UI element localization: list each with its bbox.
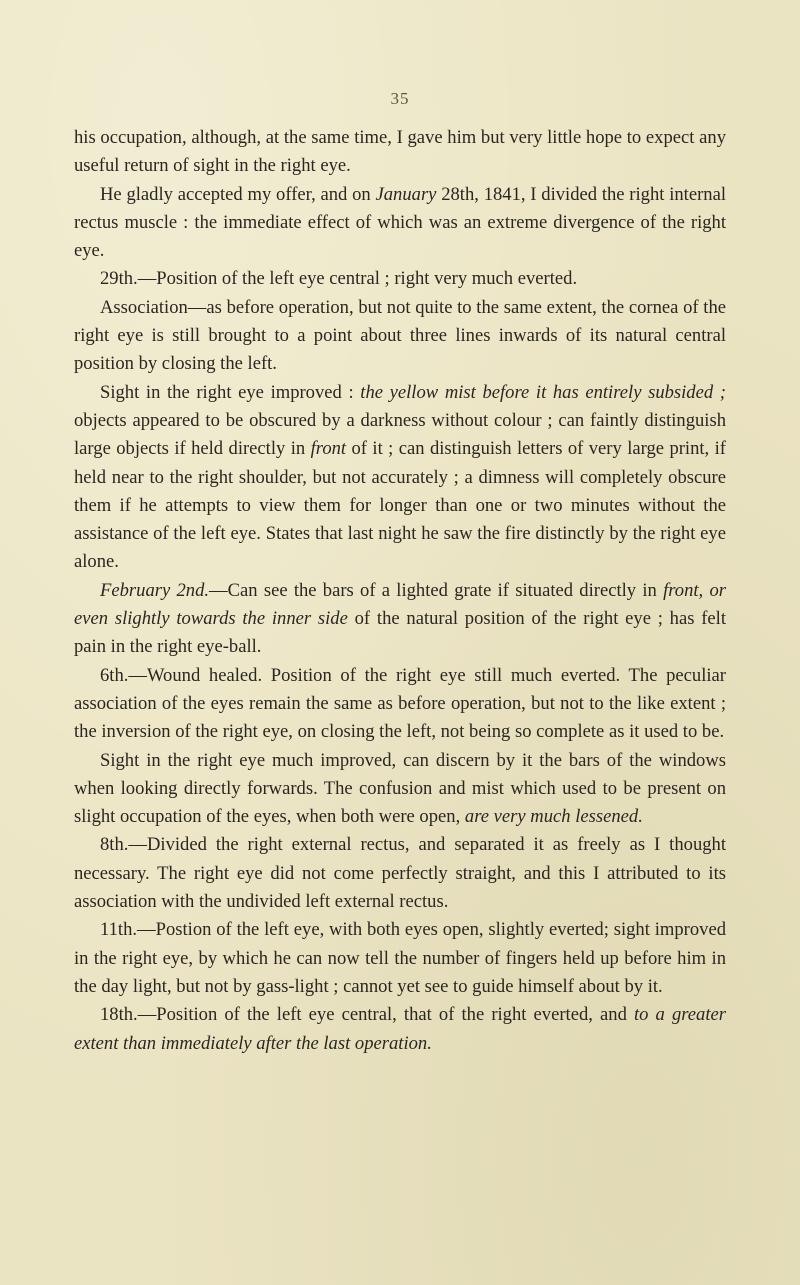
- page-number: 35: [390, 89, 410, 108]
- italic-text-run: February 2nd.: [100, 579, 210, 601]
- italic-text-run: are very much lessened.: [464, 806, 643, 828]
- paragraph: [74, 747, 726, 832]
- italic-text-run: to a greater extent than immediately after the last operation.: [74, 1004, 726, 1054]
- italic-text-run: front, or even slightly towards the inner side: [74, 579, 726, 630]
- text-run: 18th.—Position of the left eye central, that of the right everted, and: [100, 1004, 634, 1026]
- text-run: 29th.—Position of the left eye central ; right very much everted.: [100, 268, 578, 290]
- text-run: —Can see the bars of a lighted grate if situated directly in: [209, 579, 664, 601]
- italic-text-run: front: [310, 438, 347, 460]
- body-text: [74, 124, 726, 1058]
- text-run: He gladly accepted my offer, and on: [100, 183, 376, 205]
- paragraph: [74, 265, 726, 293]
- text-run: 28th, 1841, I divided the right internal rectus muscle : the immediate effect of which was an extreme divergence of the right eye.: [74, 183, 726, 262]
- text-run: 6th.—Wound healed. Position of the right eye still much everted. The peculiar association of the eyes remain the same as before operation, but not to the like extent ; the inversion of the right eye, on closing the left, not being so complete as it used to be.: [74, 664, 726, 743]
- text-run: 11th.—Postion of the left eye, with both eyes open, slightly everted; sight improved in the right eye, by which he can now tell the number of fingers held up before him in the day light, but not by gass-light ; cannot yet see to guide himself about by it.: [74, 919, 726, 997]
- text-run: Association—as before operation, but not quite to the same extent, the cornea of the right eye is still brought to a point about three lines inwards of its natural central position by closing the left.: [74, 296, 726, 375]
- paragraph: [74, 294, 726, 379]
- paragraph: [74, 662, 726, 747]
- text-run: objects appeared to be obscured by a darkness without colour ; can faintly distinguish large objects if held directly in: [74, 409, 726, 460]
- text-run: Sight in the right eye much improved, can discern by it the bars of the windows when looking directly forwards. The confusion and mist which used to be present on slight occupation of the eyes, when both were open,: [74, 749, 726, 828]
- paragraph: [74, 577, 726, 662]
- paragraph: [74, 916, 726, 1001]
- italic-text-run: January: [375, 183, 437, 205]
- paragraph: [74, 379, 726, 577]
- paragraph: [74, 1001, 726, 1058]
- paragraph: [74, 181, 726, 266]
- text-run: his occupation, although, at the same time, I gave him but very little hope to expect any useful return of sight in the right eye.: [74, 127, 726, 177]
- text-run: 8th.—Divided the right external rectus, and separated it as freely as I thought necessary. The right eye did not come perfectly straight, and this I attributed to its association with the undivided left external rectus.: [74, 834, 726, 913]
- text-run: Sight in the right eye improved :: [100, 381, 361, 403]
- italic-text-run: the yellow mist before it has entirely subsided ;: [360, 381, 726, 403]
- text-run: of it ; can distinguish letters of very large print, if held near to the right shoulder, but not accurately ; a dimness will completely obscure them if he attempts to view them for longer than one or two minutes without the assistance of the left eye. States that last night he saw the fire distinctly by the right eye alone.: [74, 438, 726, 573]
- paragraph: [74, 831, 726, 916]
- text-run: of the natural position of the right eye ; has felt pain in the right eye-ball.: [74, 608, 727, 658]
- paragraph: [74, 124, 726, 181]
